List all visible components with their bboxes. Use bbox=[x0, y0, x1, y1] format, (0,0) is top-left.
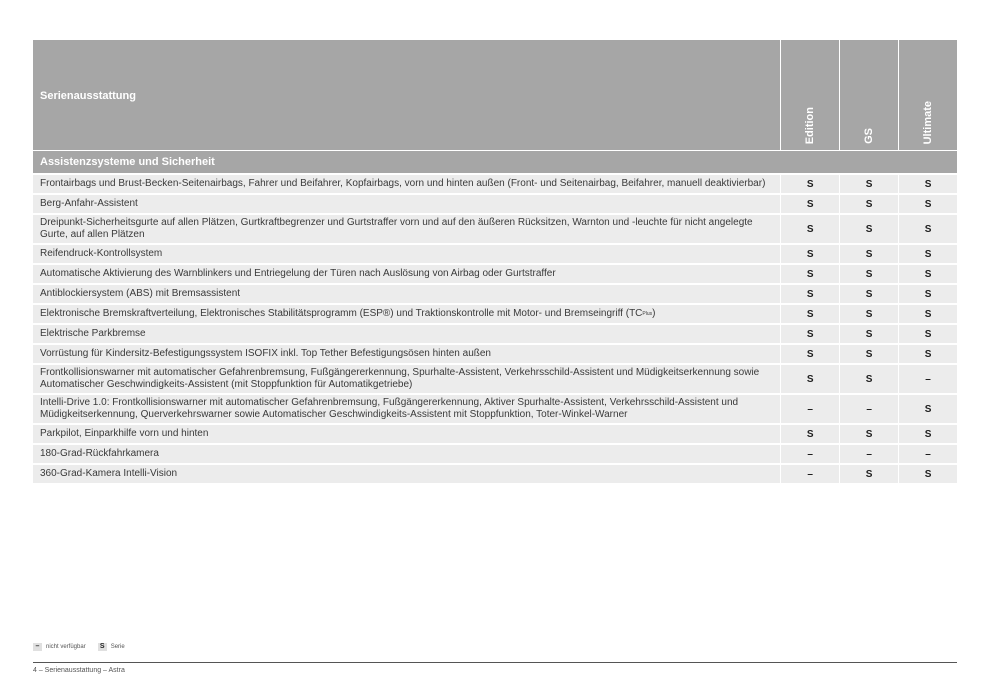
legend-symbol: – bbox=[33, 643, 42, 651]
row-value: S bbox=[840, 325, 898, 343]
table-row bbox=[33, 195, 957, 213]
row-value: S bbox=[781, 305, 839, 323]
row-label: Intelli-Drive 1.0: Frontkollisionswarner mit automatischer Gefahrenbremsung, Fußgängererkennung, Aktiver Spurhalte-Assistent, Verkehrsschild-Assistent und Müdigkeitserkennung, Querverkehrswarner sowie Automatischer Geschwindigkeits-Assistent mit Stoppfunktion, Toter-Winkel-Warner bbox=[33, 395, 780, 423]
section-title: Assistenzsysteme und Sicherheit bbox=[33, 151, 957, 173]
row-label: Berg-Anfahr-Assistent bbox=[33, 195, 780, 213]
column-header-edition bbox=[781, 40, 839, 150]
row-label: 360-Grad-Kamera Intelli-Vision bbox=[33, 465, 780, 483]
row-value: S bbox=[899, 395, 957, 423]
table-row bbox=[33, 215, 957, 243]
legend-text: Serie bbox=[110, 644, 125, 650]
row-value: S bbox=[899, 325, 957, 343]
row-label: Dreipunkt-Sicherheitsgurte auf allen Plätzen, Gurtkraftbegrenzer und Gurtstraffer vorn und auf den äußeren Rücksitzen, Warnton und -leuchte für nicht angelegte Gurte, auf allen Plätzen bbox=[33, 215, 780, 243]
column-label: Ultimate bbox=[922, 100, 935, 144]
row-value: S bbox=[781, 265, 839, 283]
table-header-title: Serienausstattung bbox=[33, 40, 780, 150]
row-value: S bbox=[899, 285, 957, 303]
row-value: S bbox=[840, 345, 898, 363]
row-label: Antiblockiersystem (ABS) mit Bremsassistent bbox=[33, 285, 780, 303]
row-label-text: Elektronische Bremskraftverteilung, Elektronisches Stabilitätsprogramm (ESP®) und Traktionskontrolle mit Motor- und Bremseingriff (TC bbox=[40, 308, 643, 319]
row-label: 180-Grad-Rückfahrkamera bbox=[33, 445, 780, 463]
row-label: Vorrüstung für Kindersitz-Befestigungssystem ISOFIX inkl. Top Tether Befestigungsösen hinten außen bbox=[33, 345, 780, 363]
row-value: S bbox=[840, 285, 898, 303]
row-value: S bbox=[899, 345, 957, 363]
column-label: GS bbox=[863, 128, 876, 144]
row-value: S bbox=[899, 245, 957, 263]
row-label: Frontairbags und Brust-Becken-Seitenairbags, Fahrer und Beifahrer, Kopfairbags, vorn und hinten außen (Front- und Seitenairbag, Beifahrer, manuell deaktivierbar) bbox=[33, 175, 780, 193]
row-value: – bbox=[840, 395, 898, 423]
row-label: Reifendruck-Kontrollsystem bbox=[33, 245, 780, 263]
table-row bbox=[33, 365, 957, 393]
row-value: S bbox=[781, 175, 839, 193]
table-row bbox=[33, 245, 957, 263]
row-value: S bbox=[899, 425, 957, 443]
column-label: Edition bbox=[804, 106, 817, 144]
row-value: S bbox=[840, 195, 898, 213]
row-label: Frontkollisionswarner mit automatischer Gefahrenbremsung, Fußgängererkennung, Spurhalte-Assistent, Verkehrsschild-Assistent und Müdigkeitserkennung sowie Automatischer Geschwindigkeits-Assistent (mit Stoppfunktion für Automatikgetriebe) bbox=[33, 365, 780, 393]
row-value: S bbox=[899, 215, 957, 243]
row-value: S bbox=[840, 305, 898, 323]
row-value: S bbox=[840, 465, 898, 483]
footer-divider bbox=[33, 662, 957, 663]
row-value: S bbox=[899, 305, 957, 323]
legend-item bbox=[98, 643, 125, 651]
legend-symbol: S bbox=[98, 643, 107, 651]
row-value: S bbox=[781, 365, 839, 393]
table-row bbox=[33, 325, 957, 343]
table-row bbox=[33, 425, 957, 443]
table-row bbox=[33, 445, 957, 463]
table-row bbox=[33, 465, 957, 483]
page-footer: 4 – Serienausstattung – Astra bbox=[33, 667, 125, 674]
row-value: S bbox=[899, 465, 957, 483]
row-value: S bbox=[781, 285, 839, 303]
row-value: S bbox=[840, 365, 898, 393]
column-header-ultimate bbox=[899, 40, 957, 150]
table-row bbox=[33, 285, 957, 303]
legend-item bbox=[33, 643, 86, 651]
row-value: S bbox=[840, 245, 898, 263]
row-value: S bbox=[840, 425, 898, 443]
row-value: – bbox=[840, 445, 898, 463]
row-value: S bbox=[781, 425, 839, 443]
table-row bbox=[33, 345, 957, 363]
row-label: Automatische Aktivierung des Warnblinkers und Entriegelung der Türen nach Auslösung von Airbag oder Gurtstraffer bbox=[33, 265, 780, 283]
row-value: – bbox=[899, 365, 957, 393]
row-value: S bbox=[840, 265, 898, 283]
table-row bbox=[33, 265, 957, 283]
legend bbox=[33, 643, 137, 651]
row-label bbox=[33, 305, 780, 323]
row-value: S bbox=[899, 195, 957, 213]
row-value: S bbox=[899, 265, 957, 283]
row-label: Elektrische Parkbremse bbox=[33, 325, 780, 343]
row-value: S bbox=[781, 195, 839, 213]
column-header-gs bbox=[840, 40, 898, 150]
equipment-table bbox=[33, 40, 957, 483]
row-value: – bbox=[899, 445, 957, 463]
row-value: – bbox=[781, 465, 839, 483]
row-value: S bbox=[840, 215, 898, 243]
row-label-tail: ) bbox=[652, 308, 656, 319]
row-value: S bbox=[899, 175, 957, 193]
table-row bbox=[33, 305, 957, 323]
row-value: – bbox=[781, 445, 839, 463]
row-value: S bbox=[781, 345, 839, 363]
row-value: S bbox=[781, 215, 839, 243]
table-header bbox=[33, 40, 957, 150]
row-label: Parkpilot, Einparkhilfe vorn und hinten bbox=[33, 425, 780, 443]
table-row bbox=[33, 175, 957, 193]
table-row bbox=[33, 395, 957, 423]
row-value: S bbox=[840, 175, 898, 193]
row-value: S bbox=[781, 245, 839, 263]
row-label-superscript: Plus bbox=[642, 311, 653, 317]
legend-text: nicht verfügbar bbox=[46, 644, 86, 650]
row-value: S bbox=[781, 325, 839, 343]
row-value: – bbox=[781, 395, 839, 423]
